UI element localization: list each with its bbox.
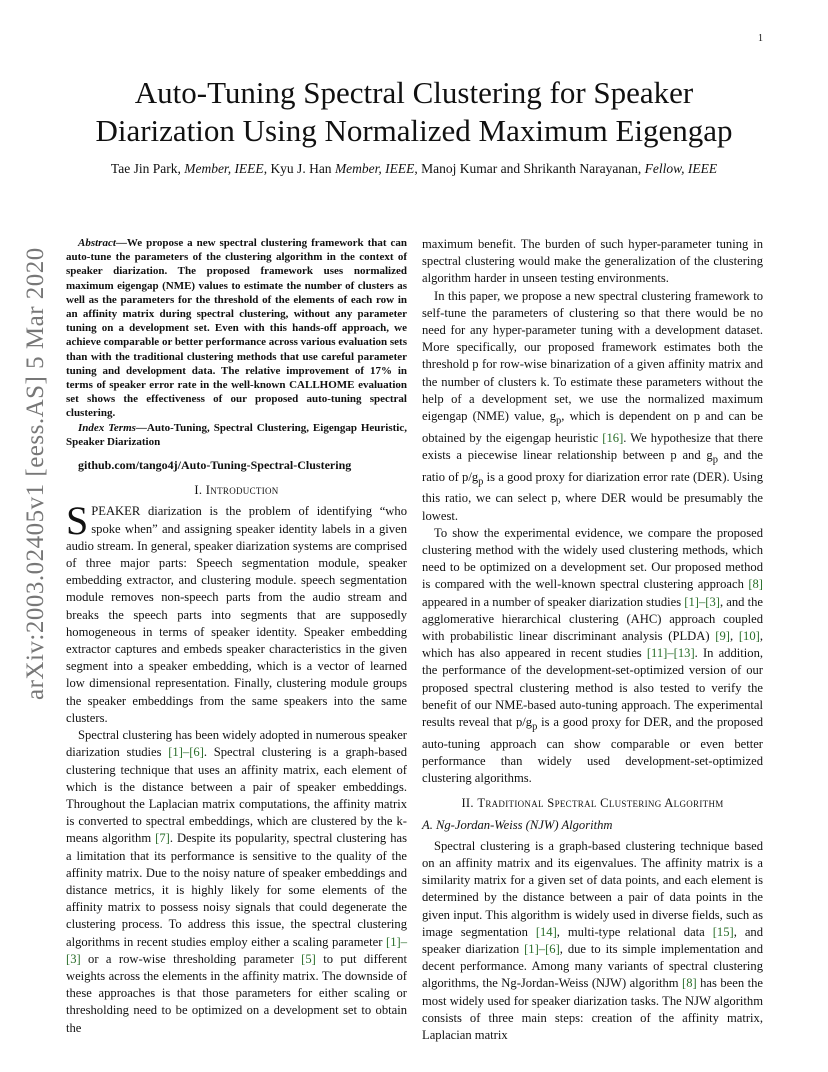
index-terms-label: Index Terms — [78, 421, 136, 434]
subscript: p — [478, 476, 484, 488]
text: . In addition, the performance of the development-set-optimized version of our proposed spectral clustering method is also tested to verify the benefit of our NME-based auto-tuning approach. The experimental results reveal that p/g — [422, 646, 764, 730]
intro-p1-text: PEAKER diarization is the problem of identifying “who spoke when” and assigning speaker identity labels in a given audio stream. In general, speaker diarization systems are comprised of three major parts: Speech segmentation module, speaker embedding extractor, and clustering module. speech segmentation module removes non-speech parts from the audio stream and breaks the speech parts into segments that are supposedly homogeneous in terms of speaker identity. Speaker embedding extractor captures and embeds speaker characteristics in the given segment into a speaker embedding, which is a vector of learned low dimensional representation. Finally, clustering module groups the speaker embeddings from the same speakers into the same clusters. — [66, 504, 407, 725]
citation[interactable]: [7] — [155, 831, 170, 846]
citation[interactable]: [8] — [748, 577, 763, 592]
citation[interactable]: [11]–[13] — [646, 646, 695, 661]
citation[interactable]: [1]–[3] — [684, 594, 720, 609]
intro-paragraph-1 — [66, 498, 407, 727]
section-heading-introduction — [66, 482, 407, 499]
citation[interactable]: [14] — [535, 924, 557, 939]
arxiv-stamp: arXiv:2003.02405v1 [eess.AS] 5 Mar 2020 — [22, 247, 49, 700]
page-number: 1 — [758, 33, 763, 44]
citation[interactable]: [1]–[6] — [524, 941, 560, 956]
text: and the ratio of p/g — [422, 447, 763, 484]
text: , due to its simple implementation and decent performance. Among many variants of spectral clustering algorithms, the Ng-Jordan-Weiss (NJW) algorithm — [422, 941, 763, 991]
paragraph-continuation: maximum benefit. The burden of such hyper-parameter tuning in spectral clustering would make the generalization of the clustering algorithm harder in unseen testing environments. — [422, 237, 763, 286]
citation[interactable]: [1]–[3] — [66, 934, 407, 966]
text: , and speaker diarization — [422, 924, 763, 956]
title-line-1: Auto-Tuning Spectral Clustering for Speaker — [134, 75, 694, 110]
text: To show the experimental evidence, we compare the proposed clustering method with the widely used clustering methods, which need to be optimized on a development set. Our proposed method is compared with the well-known spectral clustering approach — [422, 525, 763, 592]
citation[interactable]: [8] — [682, 976, 697, 991]
text: Spectral clustering has been widely adopted in numerous speaker diarization studies — [66, 728, 407, 760]
abstract-text: —We propose a new spectral clustering framework that can auto-tune the parameters of the clustering algorithm in the context of speaker diarization. The proposed framework uses normalized maximum eigengap (NME) values to estimate the number of clusters as well as the parameters for the threshold of the elements of each row in an affinity matrix during spectral clustering, without any parameter tuning on a development set. Even with this hands-off approach, we achieve comparable or better performance across various evaluation sets than with the traditional clustering methods that use careful parameter tuning and development data. The relative improvement of 17% in terms of speaker error rate in the well-known CALLHOME evaluation set shows the effectiveness of our proposed auto-tuning spectral clustering. — [66, 237, 407, 420]
section-heading-traditional — [422, 795, 763, 812]
section-title: Introduction — [205, 483, 279, 498]
author-list — [40, 161, 788, 177]
text: , which has also appeared in recent studies — [422, 629, 763, 661]
paragraph-proposal — [422, 288, 763, 525]
paragraph-experiments: To show the experimental evidence, we compare the proposed clustering method with the widely used clustering methods, which need to be optimized on a development set. Our proposed method is compared with the well-known spectral clustering approach [8] appeared in a number of speaker diarization studies [1]–[3], and the agglomerative hierarchical clustering (AHC) approach coupled with probabilistic linear discriminant analysis (PLDA) [9], [10], which has also appeared in recent studies [11]–[13]. In addition, the performance of the development-set-optimized version of our proposed spectral clustering method is also tested to verify the benefit of our NME-based auto-tuning approach. The experimental results reveal that $p/g_p$ is a good proxy for DER, and the proposed auto-tuning approach can show comparable or even better performance than widely used development-set-optimized clustering algorithms. — [422, 525, 764, 786]
text: is a good proxy for DER, and the proposed auto-tuning approach can show comparable or even better performance than widely used development-set-optimized clustering algorithms. — [422, 715, 764, 786]
subscript: p — [532, 721, 538, 733]
text: In this paper, we propose a new spectral clustering framework to self-tune the parameters of clustering so that there would be no need for any hyper-parameter tuning with a development dataset. More specifically, our proposed framework estimates both the threshold p for row-wise binarization of a given affinity matrix and the number of clusters k. To estimate these parameters without the help of a development set, we use the normalized maximum eigengap (NME) value, g — [422, 288, 763, 424]
citation[interactable]: [1]–[6] — [168, 745, 204, 760]
text: . Despite its popularity, spectral clustering has a limitation that its performance is sensitive to the quality of the affinity matrix. Due to the noisy nature of speaker embeddings and distance metrics, it is highly likely for some elements of the affinity matrix to possess noisy signals that could degenerate the clustering process. To address this issue, the spectral clustering algorithms in recent studies employ either a scaling parameter — [66, 831, 407, 949]
paragraph-njw — [422, 838, 763, 1044]
author-2: , Kyu J. Han — [263, 161, 335, 176]
author-2-role: Member, IEEE — [334, 161, 415, 176]
author-3-role: Fellow, IEEE — [644, 161, 718, 176]
citation[interactable]: [16] — [602, 430, 624, 445]
abstract — [66, 236, 407, 421]
text: is a good proxy for diarization error rate (DER). Using this ratio, we can select p, where DER would be presumably the lowest. — [422, 469, 763, 523]
paper-title — [60, 74, 768, 150]
section-number: I. — [194, 483, 206, 498]
citation[interactable]: [9] — [715, 629, 730, 644]
left-column — [66, 236, 407, 1037]
author-1-role: Member, IEEE — [184, 161, 264, 176]
text: to put different weights across the elements in the affinity matrix. The downside of these approaches is that those parameters for either scaling or thresholding need to be optimized on a development set to obtain the — [66, 951, 407, 1035]
section-number: II. — [461, 796, 478, 811]
author-1: Tae Jin Park, — [110, 161, 185, 176]
text: , multi-type relational data — [556, 924, 713, 939]
text: , and the agglomerative hierarchical clustering (AHC) approach coupled with probabilistic linear discriminant analysis (PLDA) — [422, 594, 763, 644]
text: . We hypothesize that there exists a piecewise linear relationship between p and g — [422, 430, 763, 462]
section-title: Traditional Spectral Clustering Algorithm — [477, 796, 724, 811]
text: appeared in a number of speaker diarization studies — [422, 594, 685, 609]
text: or a row-wise thresholding parameter — [80, 951, 302, 966]
intro-paragraph-2 — [66, 727, 407, 1037]
citation[interactable]: [15] — [712, 924, 734, 939]
subscript: p — [556, 415, 562, 427]
citation[interactable]: [10] — [738, 629, 760, 644]
abstract-label: Abstract — [78, 237, 116, 249]
title-line-2: Diarization Using Normalized Maximum Eigengap — [95, 113, 733, 148]
citation[interactable]: [5] — [301, 951, 316, 966]
subscript: p — [712, 454, 718, 466]
subsection-heading-njw: A. Ng-Jordan-Weiss (NJW) Algorithm — [422, 817, 613, 832]
drop-cap: S — [66, 498, 89, 544]
text: has been the most widely used for speaker diarization tasks. The NJW algorithm consists of three main steps: creation of the affinity matrix, Laplacian matrix — [422, 976, 763, 1042]
text: , which is dependent on p and can be obtained by the eigengap heuristic — [422, 409, 764, 445]
text: . Spectral clustering is a graph-based clustering technique that uses an affinity matrix, each element of which is the distance between a pair of speaker embeddings. Throughout the Laplacian matrix computations, the affinity matrix is converted to spectral embeddings, which are clustered by the k-means algorithm — [66, 745, 407, 846]
right-column — [422, 236, 763, 1044]
github-link[interactable]: github.com/tango4j/Auto-Tuning-Spectral-Clustering — [78, 458, 352, 473]
text: Spectral clustering is a graph-based clustering technique based on an affinity matrix and its eigenvalues. The affinity matrix is a similarity matrix for a given set of data points, and each element is determined by the distance between a pair of data points in the given input. This algorithm is widely used in diverse fields, such as image segmentation — [422, 838, 763, 939]
index-terms — [66, 421, 407, 449]
index-terms-text: —Auto-Tuning, Spectral Clustering, Eigengap Heuristic, Speaker Diarization — [66, 421, 407, 448]
author-3: , Manoj Kumar and Shrikanth Narayanan, — [414, 161, 645, 176]
